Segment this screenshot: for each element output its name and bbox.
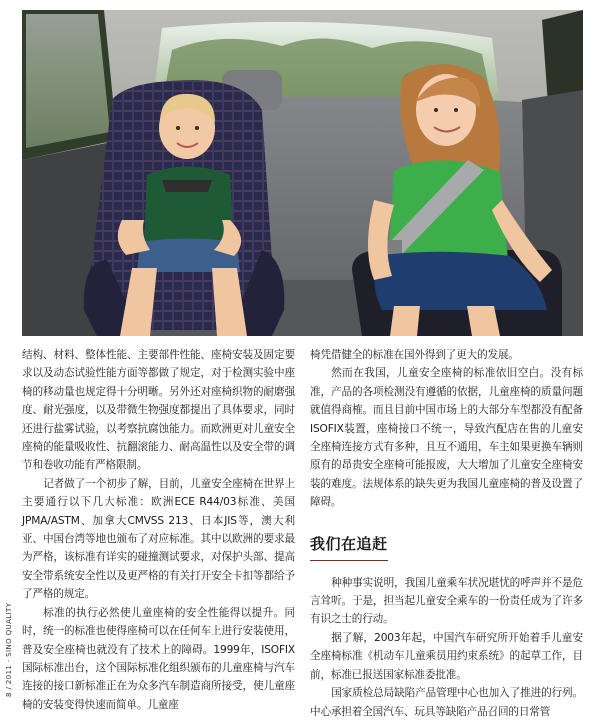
paragraph: 然而在我国，儿童安全座椅的标准依旧空白。没有标准，产品的各项检测没有遵循的依据，儿童座椅的质量问题就值得商榷。而且目前中国市场上的大部分车型都没有配备ISOFIX装置，座椅接口不统一，导致汽配店在售的儿童安全座椅连接方式有多种，且互不通用，车主如果更换车辆则原有的昂贵安全座椅可能报废，大大增加了儿童安全座椅安装的难度。法规体系的缺失更为我国儿童座椅的普及设置了障碍。: [310, 367, 583, 509]
section-heading: 我们在追赶: [310, 534, 388, 561]
left-text-column: [22, 346, 295, 714]
paragraph: 记者做了一个初步了解，目前，儿童安全座椅在世界上主要通行以下几大标准：欧洲ECE R44/03标准、美国JPMA/ASTM、加拿大CMVSS 213、日本JIS等，澳大利亚、中国台湾等地也颁布了对应标准。其中以欧洲的要求最为严格，该标准有详实的碰撞测试要求，对保护头部、提高安全带系统安全性以及更严格的有关打开安全卡扣等都给予了严格的规定。: [22, 477, 295, 601]
right-text-column: [310, 346, 583, 721]
page-side-tag: 8 / 2011 · SINO QUALITY: [5, 602, 13, 697]
paragraph: 据了解，2003年起，中国汽车研究所开始着手儿童安全座椅标准《机动车儿童乘员用约束系统》的起草工作，目前，标准已报送国家标准委批准。: [310, 631, 583, 681]
paragraph: 椅凭借健全的标准在国外得到了更大的发展。: [310, 349, 519, 361]
section-heading-wrap: [310, 512, 583, 561]
car-backseat-children-photo: [22, 10, 583, 336]
paragraph: 标准的执行必然使儿童座椅的安全性能得以提升。同时，统一的标准也使得座椅可以在任何车上进行安装使用，普及安全座椅也就没有了技术上的障碍。1999年，ISOFIX国际标准出台，这个国际标准化组织颁布的儿童座椅与汽车连接的接口新标准正在为众多汽车制造商所接受，使儿童座椅的安装变得快速而简单。儿童座: [22, 606, 295, 711]
paragraph: 种种事实说明，我国儿童乘车状况堪忧的呼声并不是危言耸听。于是，担当起儿童安全乘车的一份责任成为了许多有识之士的行动。: [310, 576, 583, 626]
article-photo: [22, 10, 583, 336]
paragraph: 国家质检总局缺陷产品管理中心也加入了推进的行列。中心承担着全国汽车、玩具等缺陷产品召回的日常管: [310, 687, 583, 718]
paragraph: 结构、材料、整体性能、主要部件性能、座椅安装及固定要求以及动态试验性能方面等都做了规定，对于检测实验中座椅的移动量也规定得十分明晰。另外还对座椅织物的耐磨强度、耐光强度，以及带微生物强度都提出了具体要求，同时还进行盐雾试验，以考察抗腐蚀能力。而欧洲更对儿童安全座椅的能量吸收性、抗翻滚能力、耐高温性以及安全带的调节和卷收功能有严格限制。: [22, 349, 295, 472]
